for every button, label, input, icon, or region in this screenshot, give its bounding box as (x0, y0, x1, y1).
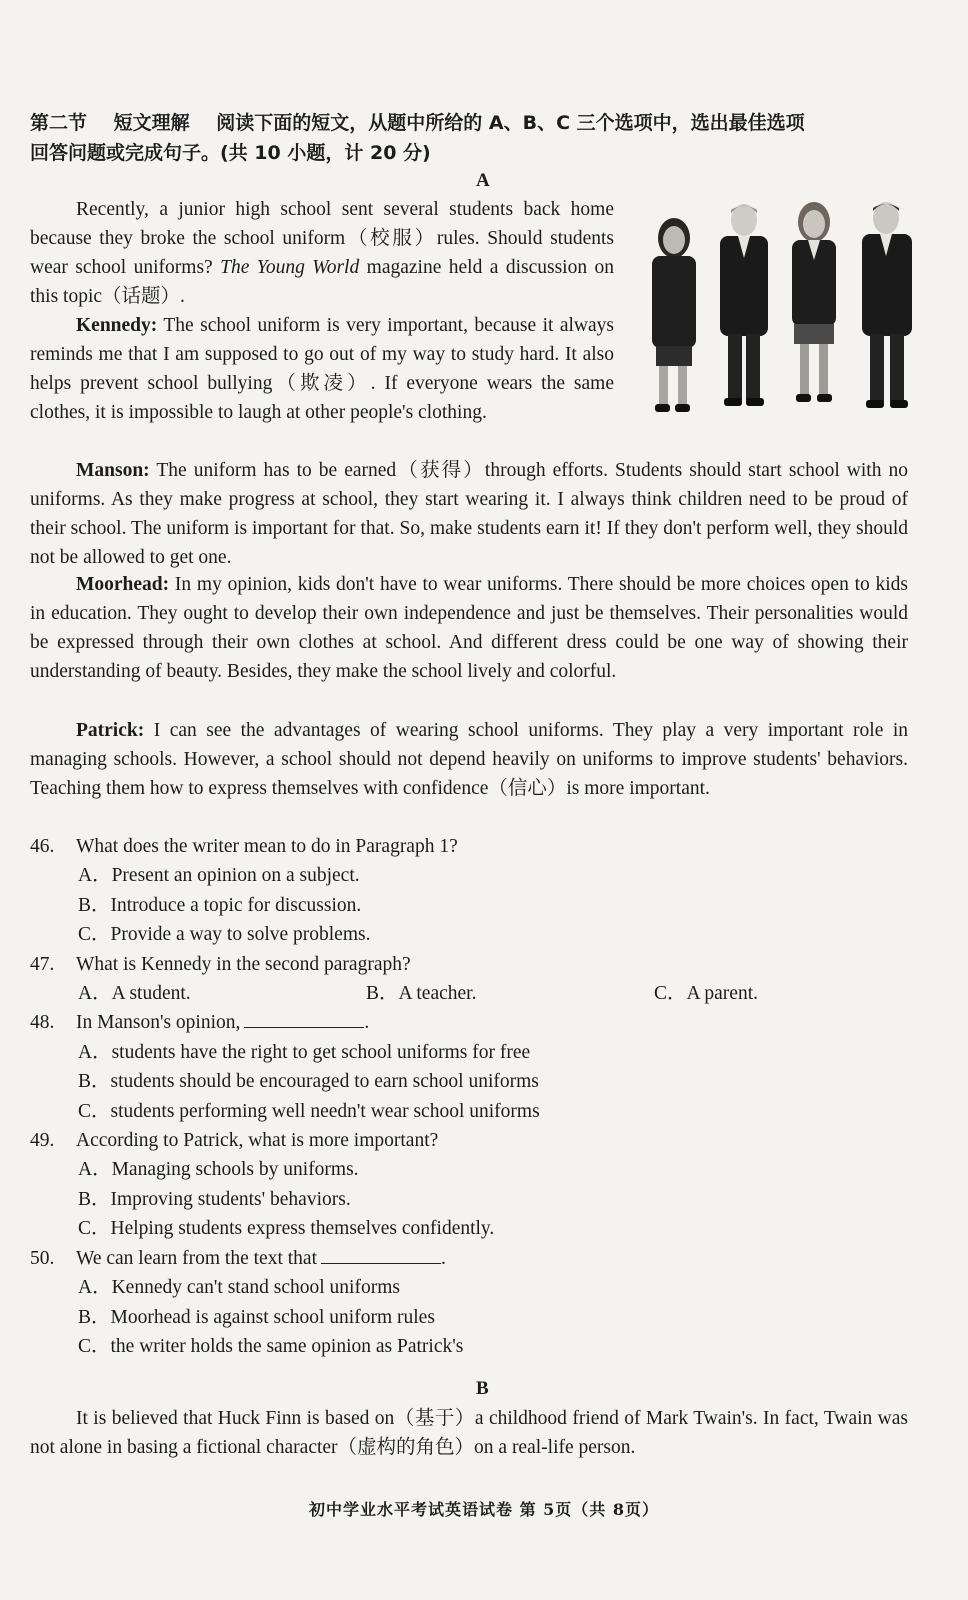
passage-b-letter: B (476, 1378, 489, 1399)
section-title: 短文理解 (113, 112, 190, 134)
question-stem: In Manson's opinion, (76, 1012, 241, 1034)
option-b[interactable]: B．Moorhead is against school uniform rules (78, 1306, 435, 1328)
passage-a-paragraph-patrick (30, 716, 908, 803)
speaker-name: Patrick: (76, 720, 145, 741)
question-stem: According to Patrick, what is more important? (76, 1130, 439, 1152)
section-instruction-line1: 阅读下面的短文，从题中所给的 A、B、C 三个选项中，选出最佳选项 (216, 112, 805, 134)
option-a[interactable]: A．A student. (78, 983, 191, 1005)
paragraph-text: Recently, a junior high school sent several students back home because they broke the school uniform（校服）rules. Should students wear school uniforms? (30, 199, 614, 278)
option-c[interactable]: C．Helping students express themselves confidently. (78, 1218, 495, 1240)
student-figure (792, 202, 836, 402)
passage-a-letter: A (476, 170, 490, 191)
options-row (30, 979, 930, 1008)
paragraph-text: It is believed that Huck Finn is based on（基于）a childhood friend of Mark Twain's. In fact, Twain was not alone in basing a fictional character（虚构的角色）on a real-life person. (30, 1408, 908, 1458)
page-footer: 初中学业水平考试英语试卷 第 5页（共 8页） (309, 1500, 659, 1519)
option-c[interactable]: C．the writer holds the same opinion as Patrick's (78, 1335, 464, 1357)
question-47 (30, 950, 930, 979)
passage-b-paragraph-1 (30, 1404, 908, 1462)
students-in-uniforms-photo (642, 198, 928, 420)
option-a[interactable]: A．Managing schools by uniforms. (78, 1159, 359, 1181)
student-figure (720, 204, 768, 406)
passage-a-paragraph-kennedy (30, 311, 614, 427)
section-instruction-line2: 回答问题或完成句子。(共 10 小题，计 20 分) (30, 142, 431, 164)
paragraph-text: The school uniform is very important, because it always reminds me that I am supposed to go out of my way to study hard. It also helps prevent school bullying（欺凌）. If everyone wears the same clothes, it is impossible to laugh at other people's clothing. (30, 315, 614, 423)
section-header (30, 108, 930, 168)
question-number: 46. (30, 836, 55, 857)
section-label: 第二节 (30, 112, 88, 134)
option-c[interactable]: C．Provide a way to solve problems. (78, 924, 371, 946)
question-stem: We can learn from the text that (76, 1247, 317, 1269)
option-b[interactable]: B．A teacher. (366, 983, 477, 1005)
paragraph-text: magazine held a discussion on this topic（话题）. (30, 257, 615, 307)
paragraph-text: I can see the advantages of wearing school uniforms. They play a very important role in managing schools. However, a school should not depend heavily on uniforms to improve students' behaviors. Teaching them how to express themselves with confidence（信心）is more important. (30, 720, 908, 799)
stem-end: . (441, 1247, 446, 1269)
speaker-name: Manson: (76, 460, 150, 481)
question-stem: What is Kennedy in the second paragraph? (76, 953, 411, 975)
passage-a-paragraph-manson (30, 456, 908, 572)
magazine-title: The Young World (220, 257, 360, 278)
answer-blank (321, 1245, 441, 1264)
question-number: 49. (30, 1130, 55, 1152)
option-a[interactable]: A．students have the right to get school uniforms for free (78, 1041, 531, 1063)
passage-a-paragraph-moorhead (30, 570, 908, 686)
question-list (30, 832, 930, 1361)
question-49 (30, 1126, 930, 1155)
question-46 (30, 832, 930, 861)
option-b[interactable]: B．students should be encouraged to earn school uniforms (78, 1071, 539, 1093)
option-c[interactable]: C．A parent. (654, 983, 758, 1005)
paragraph-text: In my opinion, kids don't have to wear uniforms. There should be more choices open to kids in education. They ought to develop their own independence and just be themselves. Their personalities would be expressed through their own clothes at school. And different dress could be one way of showing their understanding of beauty. Besides, they make the school lively and colorful. (30, 574, 908, 682)
stem-end: . (364, 1012, 370, 1034)
student-figure (862, 202, 912, 408)
answer-blank (244, 1009, 364, 1028)
passage-a-paragraph-1 (30, 195, 614, 311)
speaker-name: Moorhead: (76, 574, 170, 595)
option-a[interactable]: A．Kennedy can't stand school uniforms (78, 1277, 400, 1299)
option-a[interactable]: A．Present an opinion on a subject. (78, 865, 360, 887)
question-stem: What does the writer mean to do in Paragraph 1? (76, 836, 458, 857)
question-50 (30, 1244, 930, 1273)
question-number: 50. (30, 1247, 55, 1269)
student-figure (652, 218, 696, 412)
question-number: 48. (30, 1012, 55, 1034)
option-b[interactable]: B．Introduce a topic for discussion. (78, 894, 362, 916)
question-number: 47. (30, 953, 55, 975)
speaker-name: Kennedy: (76, 315, 158, 336)
option-b[interactable]: B．Improving students' behaviors. (78, 1188, 351, 1210)
paragraph-text: The uniform has to be earned（获得）through efforts. Students should start school with no uniforms. As they make progress at school, they start wearing it. I always think children need to be proud of their school. The uniform is important for that. So, make students earn it! If they don't perform well, they should not be allowed to get one. (30, 460, 908, 568)
question-48 (30, 1008, 930, 1037)
option-c[interactable]: C．students performing well needn't wear school uniforms (78, 1100, 540, 1122)
